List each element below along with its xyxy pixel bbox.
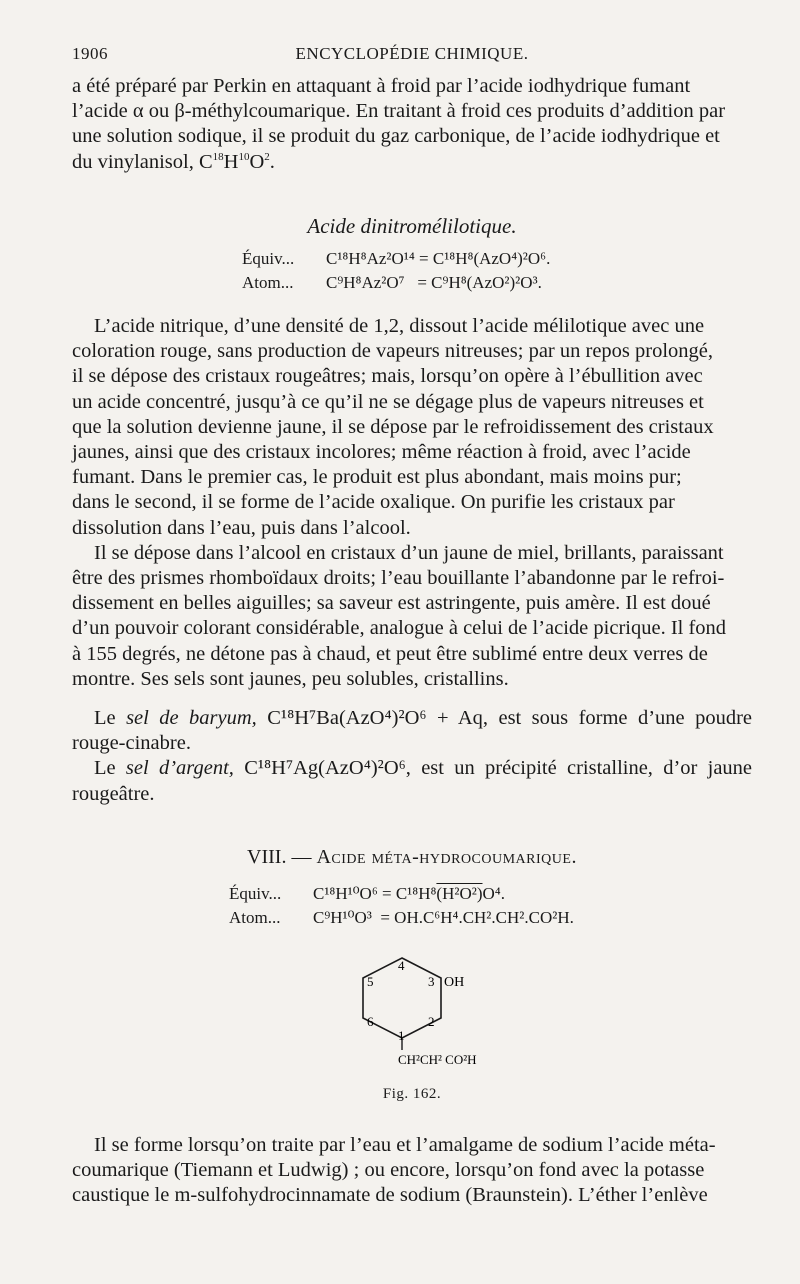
page-header (72, 44, 752, 70)
text-line: montre. Ses sels sont jaunes, peu solubles, cristallins. (72, 667, 509, 690)
formula-overlined: (H²O²) (436, 884, 483, 903)
text-fragment: Le (94, 707, 127, 729)
text-line: l’acide α ou β-méthylcoumarique. En traitant à froid ces produits d’addition par (72, 100, 726, 123)
text-line: dissement en belles aiguilles; sa saveur est astringente, puis amère. Il est doué (72, 592, 711, 615)
text-line: une solution sodique, il se produit du gaz carbonique, de l’acide iodhydrique et (72, 125, 720, 148)
text-line: dans le second, il se forme de l’acide oxalique. On purifie les cristaux par (72, 491, 675, 514)
benzene-ring-figure (340, 950, 500, 1074)
subscript-number: 10 (238, 150, 250, 163)
text-line: d’un pouvoir colorant considérable, analogue à celui de l’acide picrique. Il fond (72, 617, 727, 640)
text-line: rougeâtre. (72, 782, 155, 805)
text-line: que la solution devienne jaune, il se dépose par le refroidissement des cristaux (72, 415, 714, 438)
text-fragment: est sous forme d’une poudre (498, 707, 752, 729)
ring-position-2: 2 (428, 1014, 435, 1029)
formula-value: C⁹H⁸Az²O⁷ = C⁹H⁸(AzO²)²O³. (326, 273, 542, 292)
text-line: être des prismes rhomboïdaux droits; l’eau bouillante l’abandonne par le refroi- (72, 567, 725, 590)
formula-atom-1 (242, 271, 542, 295)
intro-paragraph (72, 74, 752, 175)
formula-equiv-1 (242, 247, 550, 271)
section-title-meta-hydrocoumarique (72, 846, 752, 869)
section-number: VIII. — (247, 846, 312, 868)
substituent-side-chain: CH²CH² CO²H (398, 1052, 477, 1067)
ring-position-4: 4 (398, 958, 405, 973)
ring-position-3: 3 (428, 974, 435, 989)
text-line: a été préparé par Perkin en attaquant à froid par l’acide iodhydrique fumant (72, 75, 691, 97)
text-line: L’acide nitrique, d’une densité de 1,2, dissout l’acide mélilotique avec une (94, 315, 705, 337)
substituent-oh: OH (444, 975, 465, 990)
text-line: dissolution dans l’eau, puis dans l’alcool. (72, 516, 411, 539)
text-line: Il se dépose dans l’alcool en cristaux d’un jaune de miel, brillants, paraissant (94, 541, 724, 564)
salt-baryum-line (72, 706, 752, 731)
salt-argent-line (72, 756, 752, 781)
text-line: coloration rouge, sans production de vapeurs nitreuses; par un repos prolongé, (72, 340, 714, 363)
text-line (72, 150, 752, 175)
salt-formula: C¹⁸H⁷Ag(AzO⁴)²O⁶, (244, 757, 411, 780)
text-line: coumarique (Tiemann et Ludwig) ; ou encore, lorsqu’on fond avec la potasse (72, 1159, 705, 1182)
formula-value: C¹⁸H¹⁰O⁶ = C¹⁸H⁸ (313, 884, 437, 903)
formula-label: Atom... (242, 273, 294, 292)
formula-equiv-2 (229, 882, 505, 906)
formula-value: O⁴. (482, 884, 505, 903)
salt-name: sel de baryum, (126, 707, 257, 729)
section-title: Acide méta-hydrocoumarique. (316, 846, 577, 868)
paragraph-nitric-acid (72, 314, 752, 692)
ring-position-1: 1 (398, 1028, 405, 1043)
salt-name: sel d’argent, (125, 757, 234, 780)
subscript-number: 18 (212, 150, 224, 163)
text-fragment: O (249, 150, 265, 173)
formula-label: Atom... (229, 908, 281, 927)
text-fragment: Le (94, 757, 126, 780)
text-fragment: du vinylanisol, C (72, 150, 213, 173)
text-line: un acide concentré, jusqu’à ce qu’il ne se dégage plus de vapeurs nitreuses et (72, 390, 704, 413)
salt-formula: C¹⁸H⁷Ba(AzO⁴)²O⁶ + Aq, (267, 707, 489, 729)
text-fragment: est un précipité cristalline, d’or jaune (421, 757, 753, 780)
paragraph-salts (72, 706, 752, 807)
section-title-dinitromelilotique: Acide dinitromélilotique. (307, 214, 517, 238)
formula-atom-2 (229, 906, 574, 930)
formula-value: C⁹H¹⁰O³ = OH.C⁶H⁴.CH².CH².CO²H. (313, 908, 574, 927)
text-line: à 155 degrés, ne détone pas à chaud, et peut être sublimé entre deux verres de (72, 642, 708, 665)
ring-position-5: 5 (367, 974, 374, 989)
formula-label: Équiv... (242, 249, 295, 268)
text-fragment: H (223, 150, 239, 173)
text-line: il se dépose des cristaux rougeâtres; mais, lorsqu’on opère à l’ébullition avec (72, 365, 703, 388)
ring-position-6: 6 (367, 1014, 374, 1029)
text-line: Il se forme lorsqu’on traite par l’eau et l’amalgame de sodium l’acide méta- (94, 1134, 716, 1156)
paragraph-formation (72, 1133, 752, 1209)
page-number: 1906 (72, 44, 108, 63)
running-title: ENCYCLOPÉDIE CHIMIQUE. (295, 44, 529, 63)
text-line: fumant. Dans le premier cas, le produit est plus abondant, mais moins pur; (72, 466, 682, 489)
formula-value: C¹⁸H⁸Az²O¹⁴ = C¹⁸H⁸(AzO⁴)²O⁶. (326, 249, 551, 268)
formula-label: Équiv... (229, 884, 282, 903)
text-line: caustique le m-sulfohydrocinnamate de sodium (Braunstein). L’éther l’enlève (72, 1184, 708, 1207)
text-line: rouge-cinabre. (72, 732, 191, 755)
text-line: jaunes, ainsi que des cristaux incolores; même réaction à froid, avec l’acide (72, 441, 691, 464)
text-fragment: . (269, 150, 275, 173)
subscript-number: 2 (264, 150, 270, 163)
figure-caption: Fig. 162. (382, 1086, 442, 1102)
